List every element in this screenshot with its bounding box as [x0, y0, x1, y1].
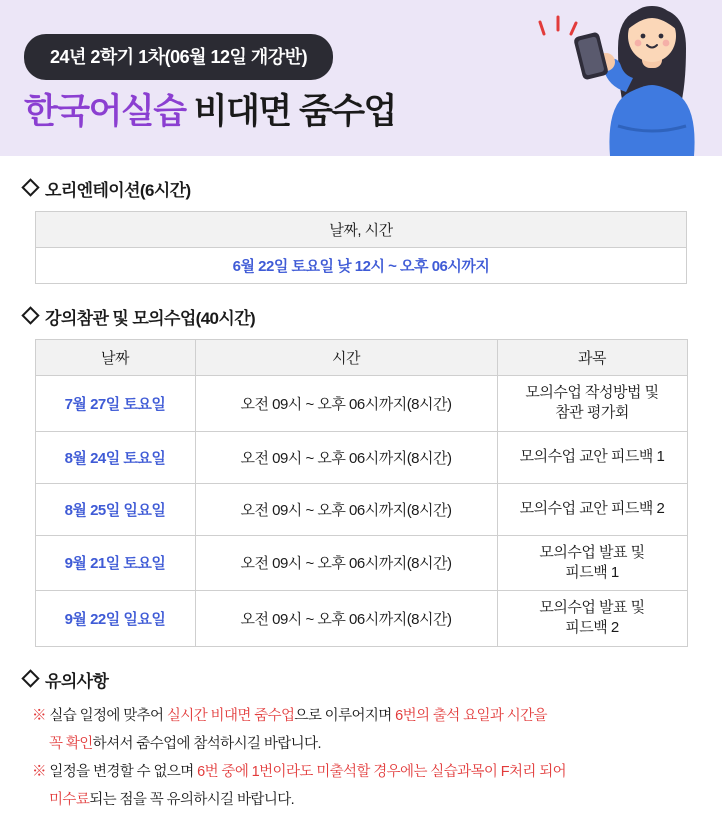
table-row: [35, 591, 687, 647]
note-highlight-1: 실시간 비대면 줌수업: [166, 707, 295, 724]
schedule-cell-subject: 모의수업 작성방법 및 참관 평가회: [497, 376, 687, 432]
table-header-row: [35, 340, 687, 376]
page-title-accent: 한국어실습: [24, 92, 186, 131]
notes-list: [32, 702, 692, 815]
schedule-cell-date: 9월 21일 토요일: [35, 535, 195, 591]
note-mark: ※: [32, 707, 46, 724]
diamond-bullet-icon: [21, 669, 39, 687]
note-highlight-3: 꼭 확인: [49, 735, 93, 752]
note-text-pre: 일정을 변경할 수 없으며: [45, 764, 198, 781]
schedule-cell-date: 8월 24일 토요일: [35, 431, 195, 483]
header-badge: 24년 2학기 1차(06월 12일 개강반): [24, 34, 333, 80]
note-highlight-2: 6번의 출석 요일과 시간을: [395, 707, 547, 724]
note-item: [32, 758, 692, 786]
schedule-cell-subject: 모의수업 교안 피드백 2: [497, 483, 687, 535]
note-item-continuation: [32, 786, 692, 814]
schedule-cell-subject: 모의수업 발표 및 피드백 1: [497, 535, 687, 591]
table-header-row: [36, 212, 687, 248]
diamond-bullet-icon: [21, 178, 39, 196]
diamond-bullet-icon: [21, 306, 39, 324]
schedule-cell-time: 오전 09시 ~ 오후 06시까지(8시간): [195, 591, 497, 647]
schedule-cell-subject: 모의수업 교안 피드백 1: [497, 431, 687, 483]
note-highlight-1: 6번 중에 1번이라도 미출석할 경우에는 실습과목이 F처리 되어: [197, 764, 567, 781]
table-row: [35, 535, 687, 591]
notes-heading-label: 유의사항: [45, 671, 109, 691]
schedule-cell-date: 7월 27일 토요일: [35, 376, 195, 432]
table-row: [36, 248, 687, 284]
note-item-continuation: [32, 730, 692, 758]
table-row: [35, 376, 687, 432]
schedule-section-heading: [24, 304, 704, 329]
page-title-plain: 비대면 줌수업: [185, 92, 396, 131]
orientation-column-header: 날짜, 시간: [36, 212, 687, 248]
note-highlight-3: 미수료: [49, 792, 90, 809]
schedule-column-date: 날짜: [35, 340, 195, 376]
schedule-column-subject: 과목: [497, 340, 687, 376]
schedule-cell-time: 오전 09시 ~ 오후 06시까지(8시간): [195, 431, 497, 483]
schedule-cell-time: 오전 09시 ~ 오후 06시까지(8시간): [195, 535, 497, 591]
orientation-heading-label: 오리엔테이션(6시간): [45, 181, 191, 200]
table-row: [35, 483, 687, 535]
schedule-cell-subject: 모의수업 발표 및 피드백 2: [497, 591, 687, 647]
notes-section-heading: [24, 667, 704, 692]
note-text-post: 되는 점을 꼭 유의하시길 바랍니다.: [89, 792, 295, 809]
schedule-cell-date: 8월 25일 일요일: [35, 483, 195, 535]
page-title: [24, 84, 396, 134]
person-with-phone-illustration: [514, 0, 714, 156]
orientation-value: 6월 22일 토요일 낮 12시 ~ 오후 06시까지: [36, 248, 687, 284]
schedule-cell-time: 오전 09시 ~ 오후 06시까지(8시간): [195, 376, 497, 432]
page-content: [0, 176, 722, 815]
schedule-table: [35, 339, 688, 647]
note-text-mid: 으로 이루어지며: [294, 707, 396, 724]
note-item: [32, 702, 692, 730]
schedule-heading-label: 강의참관 및 모의수업(40시간): [45, 309, 256, 328]
orientation-section-heading: [24, 176, 704, 201]
page-header: [0, 0, 722, 156]
note-text-pre: 실습 일정에 맞추어: [45, 707, 167, 724]
schedule-table-body: [35, 376, 687, 647]
schedule-cell-date: 9월 22일 일요일: [35, 591, 195, 647]
note-text-post: 하셔서 줌수업에 참석하시길 바랍니다.: [92, 735, 321, 752]
schedule-cell-time: 오전 09시 ~ 오후 06시까지(8시간): [195, 483, 497, 535]
note-mark: ※: [32, 764, 46, 781]
table-row: [35, 431, 687, 483]
schedule-column-time: 시간: [195, 340, 497, 376]
orientation-table: [35, 211, 687, 284]
